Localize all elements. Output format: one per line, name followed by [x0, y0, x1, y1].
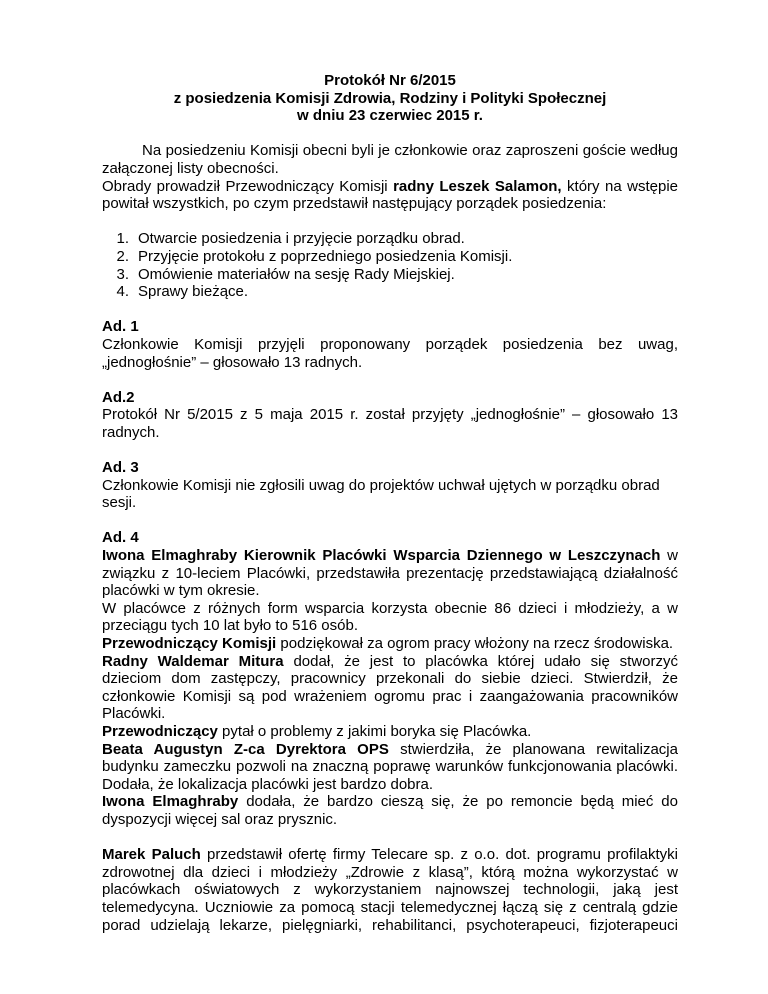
intro-chair-text: Obrady prowadził Przewodniczący Komisji — [102, 177, 394, 195]
ad4-stats: W placówce z różnych form wsparcia korzysta obecnie 86 dzieci i młodzieży, a w przeciągu tych 10 lat było to 516 osób. — [102, 599, 678, 635]
ad4-chair-question — [102, 723, 678, 741]
agenda-item — [102, 266, 678, 284]
ad3-text: Członkowie Komisji nie zgłosili uwag do projektów uchwał ujętych w porządku obrad sesji. — [102, 476, 660, 512]
agenda-item-text: Sprawy bieżące. — [138, 283, 249, 301]
agenda-item-number: 4. — [116, 283, 129, 301]
document-page — [102, 72, 678, 934]
title-committee: z posiedzenia Komisji Zdrowia, Rodziny i Polityki Społecznej — [173, 89, 607, 107]
title-protocol-number: Protokół Nr 6/2015 — [324, 72, 456, 89]
ad3-heading: Ad. 3 — [102, 459, 139, 477]
intro-chair-name: radny Leszek Salamon, — [393, 177, 562, 195]
speaker-chair-short: Przewodniczący — [102, 722, 218, 740]
agenda-list — [102, 230, 678, 300]
speaker-marek-paluch: Marek Paluch — [102, 846, 201, 864]
intro-attendance: Na posiedzeniu Komisji obecni byli je członkowie oraz zaproszeni goście według załączonej listy obecności. — [102, 142, 678, 177]
agenda-item-text: Omówienie materiałów na sesję Rady Miejskiej. — [138, 265, 455, 283]
agenda-item — [102, 248, 678, 266]
ad4-elmaghraby-reply-text: dodała, że bardzo cieszą się, że po remoncie będą mieć do dyspozycji więcej sal oraz prysznic. — [102, 793, 678, 828]
ad2-heading: Ad.2 — [102, 388, 135, 406]
ad4-presentation — [102, 547, 678, 600]
speaker-waldemar-mitura: Radny Waldemar Mitura — [102, 652, 284, 670]
agenda-item-text: Przyjęcie protokołu z poprzedniego posiedzenia Komisji. — [138, 247, 513, 265]
ad4-paluch — [102, 846, 678, 934]
ad4-mitura — [102, 653, 678, 723]
agenda-item — [102, 283, 678, 301]
agenda-item-number: 2. — [116, 247, 129, 265]
ad4-chair-question-text: pytał o problemy z jakimi boryka się Placówka. — [217, 722, 532, 740]
speaker-chair: Przewodniczący Komisji — [102, 635, 277, 652]
ad4-elmaghraby-reply — [102, 793, 678, 828]
intro-chair — [102, 178, 678, 213]
agenda-item — [102, 230, 678, 248]
ad1-text: Członkowie Komisji przyjęli proponowany porządek posiedzenia bez uwag, „jednogłośnie” – głosowało 13 radnych. — [102, 335, 678, 371]
agenda-item-text: Otwarcie posiedzenia i przyjęcie porządku obrad. — [138, 230, 465, 248]
speaker-iwona-elmaghraby: Iwona Elmaghraby Kierownik Placówki Wsparcia Dziennego w Leszczynach — [102, 547, 661, 565]
ad4-mitura-text: dodał, że jest to placówka której udało się stworzyć dzieciom dom zastępczy, pracownicy przekonali do siebie dzieci. Stwierdził, że członkowie Komisji są pod wrażeniem ogromu prac i zaangażowania pracowników Placówki. — [102, 652, 679, 723]
ad4-heading: Ad. 4 — [102, 529, 139, 547]
ad4-augustyn — [102, 741, 678, 794]
ad4-presentation-text: w związku z 10-leciem Placówki, przedstawiła prezentację przedstawiającą działalność placówki w tym okresie. — [102, 547, 679, 600]
speaker-beata-augustyn: Beata Augustyn Z-ca Dyrektora OPS — [102, 740, 389, 758]
document-title — [102, 72, 678, 125]
ad2-text: Protokół Nr 5/2015 z 5 maja 2015 r. został przyjęty „jednogłośnie” – głosowało 13 radnych. — [102, 406, 678, 441]
ad4-chair-thanks-text: podziękował za ogrom pracy włożony na rzecz środowiska. — [276, 635, 674, 652]
ad4-augustyn-text: stwierdziła, że planowana rewitalizacja budynku zameczku pozwoli na znaczną poprawę warunków funkcjonowania placówki. Dodała, że lokalizacja placówki jest bardzo dobra. — [102, 740, 678, 793]
agenda-item-number: 1. — [116, 230, 129, 248]
intro-chair-text-rest: który na wstępie powitał wszystkich, po czym przedstawił następujący porządek posiedzenia: — [102, 177, 678, 213]
ad4-chair-thanks — [102, 635, 678, 653]
ad4-paluch-text: przedstawił ofertę firmy Telecare sp. z o.o. dot. programu profilaktyki zdrowotnej dla dzieci i młodzieży „Zdrowie z klasą”, którą można wykorzystać w placówkach oświatowych z wykorzystaniem najnowszej technologii, jaką jest telemedycyna. Uczniowie za pomocą stacji telemedycznej łączą się z centralą gdzie porad udzielają lekarze, pielęgniarki, rehabilitanci, psychoterapeuci, fizjoterapeuci — [102, 846, 678, 934]
ad1-heading: Ad. 1 — [102, 318, 139, 336]
agenda-item-number: 3. — [116, 265, 129, 283]
speaker-iwona-elmaghraby-short: Iwona Elmaghraby — [102, 793, 239, 811]
title-date: w dniu 23 czerwiec 2015 r. — [297, 107, 483, 125]
